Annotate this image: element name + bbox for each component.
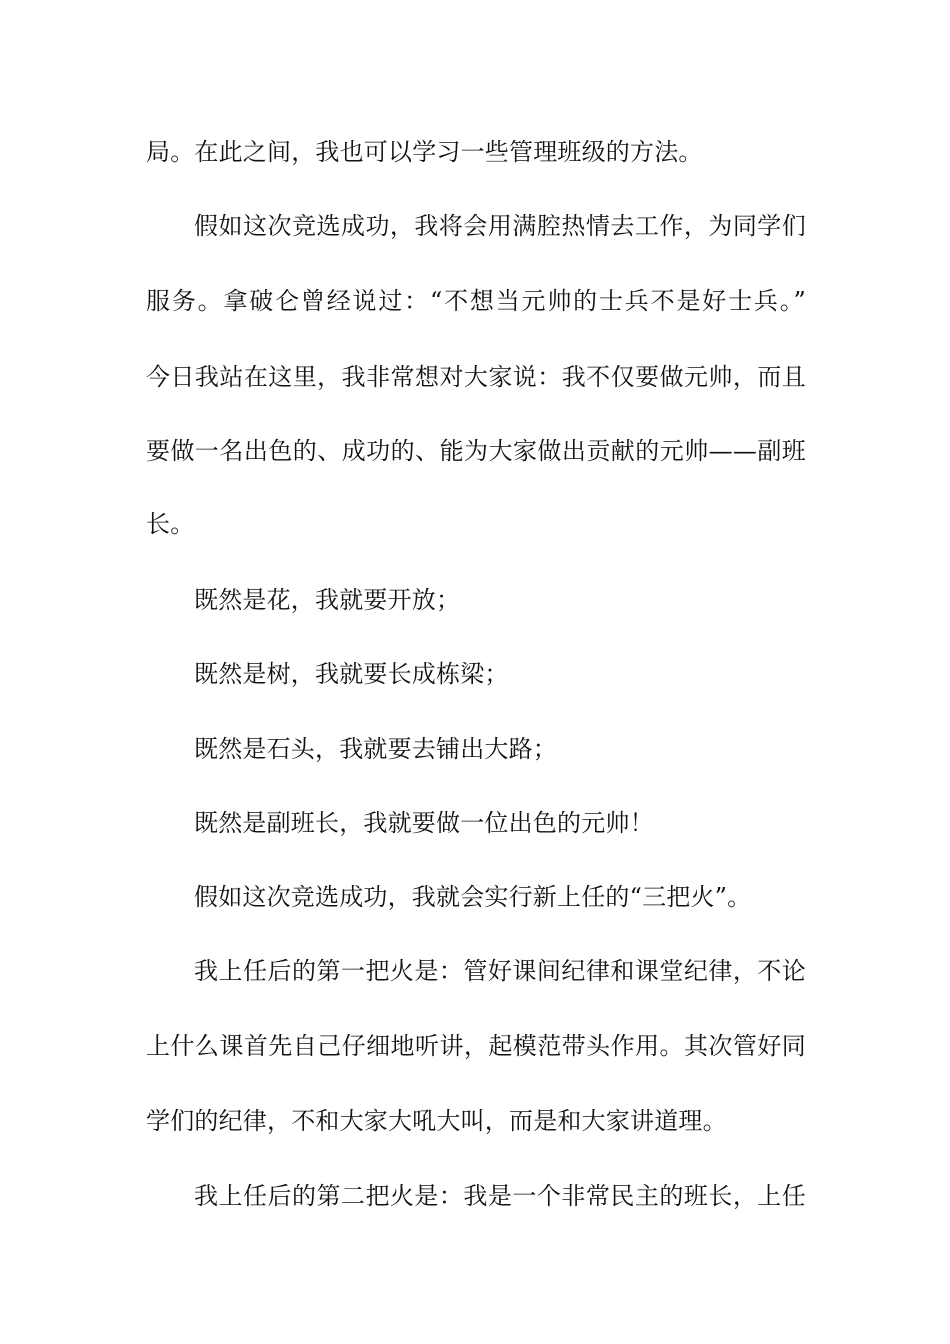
paragraph-line: 我上任后的第一把火是：管好课间纪律和课堂纪律，不论 bbox=[194, 957, 806, 985]
paragraph-line: 学们的纪律，不和大家大吼大叫，而是和大家讲道理。 bbox=[146, 1107, 727, 1135]
paragraph-line: 既然是副班长，我就要做一位出色的元帅！ bbox=[194, 809, 654, 837]
paragraph-line: 今日我站在这里，我非常想对大家说：我不仅要做元帅，而且 bbox=[146, 363, 806, 391]
paragraph-line: 既然是树，我就要长成栋梁； bbox=[194, 660, 509, 688]
paragraph-line: 既然是石头，我就要去铺出大路； bbox=[194, 735, 557, 763]
paragraph-line: 我上任后的第二把火是：我是一个非常民主的班长，上任 bbox=[194, 1182, 806, 1210]
paragraph-line: 上什么课首先自己仔细地听讲，起模范带头作用。其次管好同 bbox=[146, 1032, 806, 1060]
paragraph-line: 假如这次竞选成功，我就会实行新上任的“三把火”。 bbox=[194, 883, 752, 911]
paragraph-line: 要做一名出色的、成功的、能为大家做出贡献的元帅——副班 bbox=[146, 437, 806, 465]
paragraph-line: 既然是花，我就要开放； bbox=[194, 586, 461, 614]
paragraph-line: 假如这次竞选成功，我将会用满腔热情去工作，为同学们 bbox=[194, 212, 806, 240]
paragraph-line: 长。 bbox=[146, 510, 195, 538]
paragraph-line: 服务。拿破仑曾经说过：“不想当元帅的士兵不是好士兵。” bbox=[146, 287, 806, 315]
paragraph-line: 局。在此之间，我也可以学习一些管理班级的方法。 bbox=[146, 138, 703, 166]
